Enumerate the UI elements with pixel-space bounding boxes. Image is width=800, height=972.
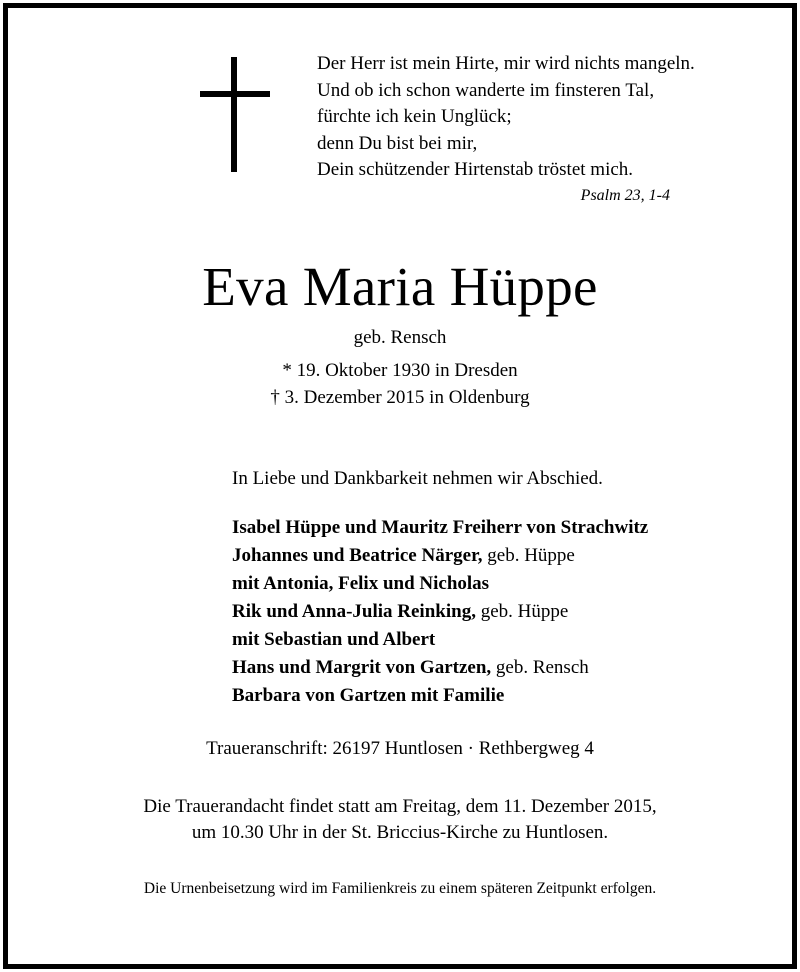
psalm-line: denn Du bist bei mir,	[317, 132, 478, 154]
mourner-name: Rik und Anna-Julia Reinking,	[232, 601, 476, 622]
cross-icon	[200, 57, 270, 172]
maiden-name: geb. Rensch	[353, 327, 447, 348]
mourner-row	[232, 654, 648, 682]
mourner-suffix: geb. Hüppe	[475, 601, 569, 622]
mourner-name: Johannes und Beatrice Närger,	[232, 545, 483, 566]
mourning-address: Traueranschrift: 26197 Huntlosen · Rethbergweg 4	[206, 738, 594, 759]
psalm-line: Und ob ich schon wanderte im finsteren Tal,	[317, 79, 655, 101]
mourner-row	[232, 626, 648, 654]
mourner-name: mit Antonia, Felix und Nicholas	[232, 573, 490, 594]
mourner-name: mit Sebastian und Albert	[232, 629, 436, 650]
farewell-text: In Liebe und Dankbarkeit nehmen wir Abschied.	[232, 468, 603, 489]
urn-burial-note: Die Urnenbeisetzung wird im Familienkreis zu einem späteren Zeitpunkt erfolgen.	[143, 880, 657, 897]
mourner-row	[232, 514, 648, 542]
service-info-line-1: Die Trauerandacht findet statt am Freitag, dem 11. Dezember 2015,	[143, 796, 657, 817]
mourner-name: Hans und Margrit von Gartzen,	[232, 657, 492, 678]
death-date: † 3. Dezember 2015 in Oldenburg	[270, 387, 530, 408]
mourner-name: Barbara von Gartzen mit Familie	[232, 685, 505, 706]
mourner-suffix: geb. Rensch	[491, 657, 589, 678]
mourner-row	[232, 598, 648, 626]
mourners-list	[232, 514, 648, 710]
service-info-line-2: um 10.30 Uhr in der St. Briccius-Kirche zu Huntlosen.	[191, 822, 609, 843]
birth-date: * 19. Oktober 1930 in Dresden	[282, 360, 518, 381]
psalm-line: fürchte ich kein Unglück;	[317, 106, 512, 127]
mourner-row	[232, 682, 648, 710]
psalm-line: Der Herr ist mein Hirte, mir wird nichts mangeln.	[317, 53, 695, 74]
mourner-suffix: geb. Hüppe	[482, 545, 575, 566]
mourner-row	[232, 542, 648, 570]
psalm-verse	[317, 51, 695, 184]
mourner-name: Isabel Hüppe und Mauritz Freiherr von Strachwitz	[232, 517, 649, 538]
deceased-name: Eva Maria Hüppe	[202, 256, 598, 317]
mourner-row	[232, 570, 648, 598]
psalm-reference: Psalm 23, 1-4	[580, 187, 670, 204]
psalm-line: Dein schützender Hirtenstab tröstet mich.	[317, 159, 634, 180]
